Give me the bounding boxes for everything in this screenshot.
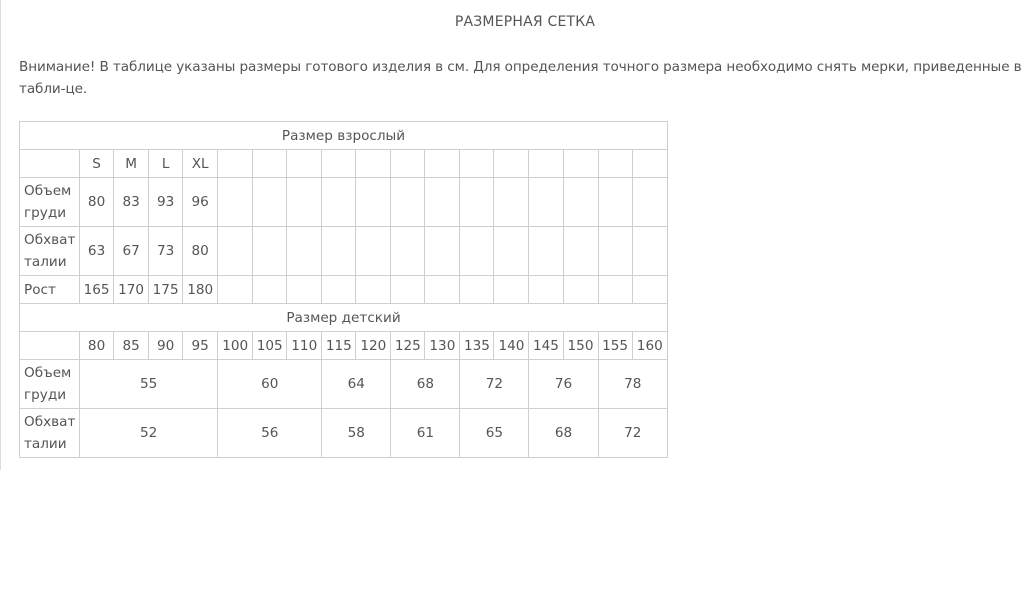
empty-cell xyxy=(287,227,322,276)
value-cell: 80 xyxy=(80,178,114,227)
empty-cell xyxy=(598,276,632,304)
adult-header: Размер взрослый xyxy=(20,122,668,150)
child-waist-row xyxy=(20,409,668,458)
value-cell: 72 xyxy=(460,360,529,409)
size-cell: 120 xyxy=(356,332,391,360)
row-label: Объем груди xyxy=(20,360,80,409)
empty-cell xyxy=(218,150,253,178)
empty-cell xyxy=(253,276,287,304)
row-label: Рост xyxy=(20,276,80,304)
size-cell: M xyxy=(114,150,149,178)
empty-cell xyxy=(632,178,667,227)
value-cell: 60 xyxy=(218,360,322,409)
size-cell: 145 xyxy=(529,332,563,360)
empty-cell xyxy=(20,332,80,360)
row-label: Обхват талии xyxy=(20,227,80,276)
empty-cell xyxy=(287,276,322,304)
empty-cell xyxy=(425,276,460,304)
empty-cell xyxy=(391,276,425,304)
size-cell: XL xyxy=(183,150,218,178)
child-header-row xyxy=(20,304,668,332)
empty-cell xyxy=(356,178,391,227)
value-cell: 93 xyxy=(149,178,183,227)
empty-cell xyxy=(356,227,391,276)
value-cell: 83 xyxy=(114,178,149,227)
row-label: Объем груди xyxy=(20,178,80,227)
size-cell: 160 xyxy=(632,332,667,360)
value-cell: 58 xyxy=(322,409,391,458)
child-header: Размер детский xyxy=(20,304,668,332)
size-cell: 80 xyxy=(80,332,114,360)
size-cell: 130 xyxy=(425,332,460,360)
empty-cell xyxy=(287,178,322,227)
empty-cell xyxy=(563,150,598,178)
empty-cell xyxy=(632,150,667,178)
value-cell: 73 xyxy=(149,227,183,276)
value-cell: 68 xyxy=(529,409,598,458)
value-cell: 96 xyxy=(183,178,218,227)
adult-header-row xyxy=(20,122,668,150)
empty-cell xyxy=(529,150,563,178)
empty-cell xyxy=(563,178,598,227)
empty-cell xyxy=(598,150,632,178)
value-cell: 52 xyxy=(80,409,218,458)
value-cell: 72 xyxy=(598,409,667,458)
empty-cell xyxy=(218,276,253,304)
size-cell: S xyxy=(80,150,114,178)
empty-cell xyxy=(632,276,667,304)
empty-cell xyxy=(563,227,598,276)
child-sizes-row xyxy=(20,332,668,360)
adult-waist-row xyxy=(20,227,668,276)
value-cell: 170 xyxy=(114,276,149,304)
empty-cell xyxy=(460,227,494,276)
empty-cell xyxy=(632,227,667,276)
value-cell: 56 xyxy=(218,409,322,458)
empty-cell xyxy=(253,178,287,227)
empty-cell xyxy=(322,227,356,276)
value-cell: 80 xyxy=(183,227,218,276)
empty-cell xyxy=(322,178,356,227)
value-cell: 165 xyxy=(80,276,114,304)
adult-sizes-row xyxy=(20,150,668,178)
empty-cell xyxy=(253,150,287,178)
value-cell: 64 xyxy=(322,360,391,409)
size-cell: 105 xyxy=(253,332,287,360)
empty-cell xyxy=(529,276,563,304)
value-cell: 55 xyxy=(80,360,218,409)
adult-height-row xyxy=(20,276,668,304)
size-cell: 110 xyxy=(287,332,322,360)
empty-cell xyxy=(460,150,494,178)
empty-cell xyxy=(356,150,391,178)
empty-cell xyxy=(494,227,529,276)
left-divider xyxy=(0,0,1,470)
size-cell: 155 xyxy=(598,332,632,360)
size-cell: 140 xyxy=(494,332,529,360)
empty-cell xyxy=(391,150,425,178)
size-cell: 100 xyxy=(218,332,253,360)
child-chest-row xyxy=(20,360,668,409)
empty-cell xyxy=(494,178,529,227)
empty-cell xyxy=(529,227,563,276)
size-cell: 95 xyxy=(183,332,218,360)
empty-cell xyxy=(425,227,460,276)
value-cell: 76 xyxy=(529,360,598,409)
value-cell: 61 xyxy=(391,409,460,458)
size-cell: 115 xyxy=(322,332,356,360)
empty-cell xyxy=(425,150,460,178)
empty-cell xyxy=(218,178,253,227)
size-cell: L xyxy=(149,150,183,178)
empty-cell xyxy=(218,227,253,276)
value-cell: 63 xyxy=(80,227,114,276)
value-cell: 78 xyxy=(598,360,667,409)
empty-cell xyxy=(20,150,80,178)
empty-cell xyxy=(598,227,632,276)
value-cell: 180 xyxy=(183,276,218,304)
value-cell: 68 xyxy=(391,360,460,409)
empty-cell xyxy=(529,178,563,227)
size-cell: 85 xyxy=(114,332,149,360)
size-cell: 150 xyxy=(563,332,598,360)
value-cell: 65 xyxy=(460,409,529,458)
empty-cell xyxy=(494,276,529,304)
empty-cell xyxy=(356,276,391,304)
value-cell: 175 xyxy=(149,276,183,304)
empty-cell xyxy=(391,227,425,276)
empty-cell xyxy=(598,178,632,227)
empty-cell xyxy=(460,276,494,304)
empty-cell xyxy=(287,150,322,178)
empty-cell xyxy=(253,227,287,276)
empty-cell xyxy=(391,178,425,227)
size-notice: Внимание! В таблице указаны размеры готового изделия в см. Для определения точного размера необходимо снять мерки, приведенные в табли-це. xyxy=(19,59,1022,97)
empty-cell xyxy=(322,276,356,304)
size-cell: 90 xyxy=(149,332,183,360)
empty-cell xyxy=(494,150,529,178)
empty-cell xyxy=(425,178,460,227)
size-cell: 125 xyxy=(391,332,425,360)
adult-chest-row xyxy=(20,178,668,227)
empty-cell xyxy=(460,178,494,227)
value-cell: 67 xyxy=(114,227,149,276)
page-title: РАЗМЕРНАЯ СЕТКА xyxy=(454,14,596,30)
empty-cell xyxy=(322,150,356,178)
empty-cell xyxy=(563,276,598,304)
size-table xyxy=(19,121,668,458)
size-cell: 135 xyxy=(460,332,494,360)
row-label: Обхват талии xyxy=(20,409,80,458)
